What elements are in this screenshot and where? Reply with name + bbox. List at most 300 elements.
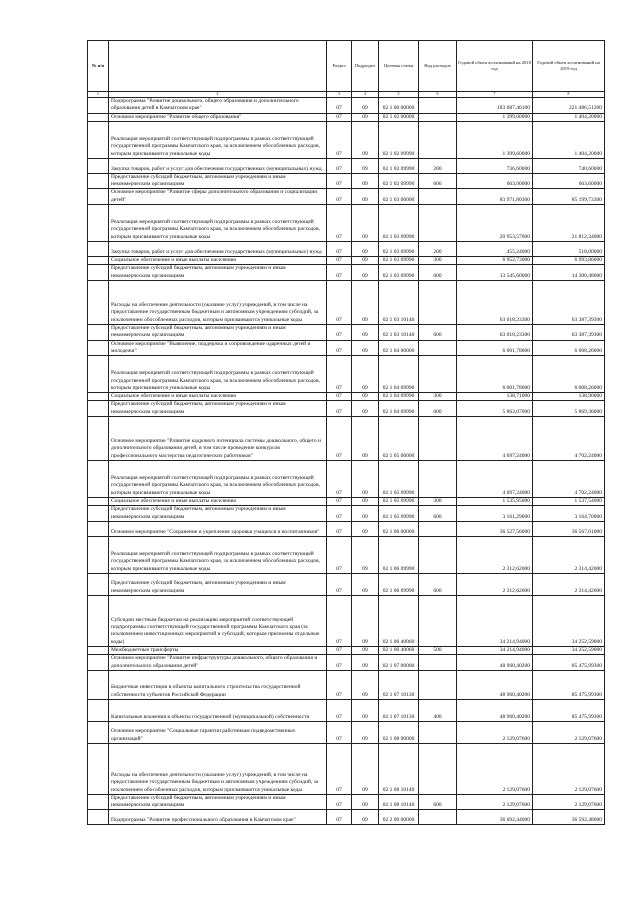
cell-name: Бюджетные инвестиции в объекты капитального строительства государственной собственности субъектов Российской Федерации bbox=[109, 670, 327, 699]
header-2018: Годовой объем ассигнований на 2018 год bbox=[457, 41, 533, 92]
cell-amount-2018: 2 129,07600 bbox=[457, 794, 533, 810]
cell-amount-2018: 48 960,40200 bbox=[457, 699, 533, 721]
cell-amount-2018: 3 161,29000 bbox=[457, 506, 533, 522]
cell-target: 02 1 03 09990 bbox=[379, 242, 419, 257]
cell-name: Основное мероприятие "Выявление, поддержка и сопровождение одаренных детей и молодежи" bbox=[109, 340, 327, 356]
cell-amount-2019: 221 486,51200 bbox=[533, 98, 605, 114]
cell-name: Капитальные вложения в объекты государственной (муниципальной) собственности bbox=[109, 699, 327, 721]
table-row bbox=[88, 113, 605, 121]
table-row bbox=[88, 158, 605, 173]
cell-section: 07 bbox=[327, 257, 352, 265]
cell-amount-2018: 63 018,23300 bbox=[457, 324, 533, 340]
cell-amount-2019: 1 404,20000 bbox=[533, 121, 605, 158]
cell-name: Основное мероприятие "Социальные гарантии работникам подведомственных организаций" bbox=[109, 721, 327, 743]
cell-section: 07 bbox=[327, 158, 352, 173]
cell-amount-2019: 6 008,26000 bbox=[533, 356, 605, 393]
cell-amount-2018: 138,71000 bbox=[457, 393, 533, 401]
cell-no bbox=[88, 461, 109, 498]
cell-amount-2019: 740,60000 bbox=[533, 158, 605, 173]
cell-expense bbox=[419, 595, 457, 646]
cell-expense bbox=[419, 121, 457, 158]
column-number: 8 bbox=[533, 92, 605, 98]
cell-amount-2019: 34 252,59000 bbox=[533, 646, 605, 654]
cell-expense bbox=[419, 810, 457, 825]
cell-name: Субсидии местным бюджетам на реализацию мероприятий соответствующей подпрограммы соответствующей государственной программы Камчатского края (за исключением инвестиционных мероприятий и субсидий, которым присвоены отдельные коды) bbox=[109, 595, 327, 646]
cell-amount-2018: 2 129,07600 bbox=[457, 743, 533, 794]
table-row bbox=[88, 810, 605, 825]
cell-amount-2019: 6 008,26000 bbox=[533, 340, 605, 356]
cell-target: 02 1 05 09990 bbox=[379, 506, 419, 522]
table-row bbox=[88, 356, 605, 393]
cell-target: 02 1 00 00000 bbox=[379, 98, 419, 114]
cell-section: 07 bbox=[327, 98, 352, 114]
cell-expense: 600 bbox=[419, 324, 457, 340]
cell-subsection: 09 bbox=[352, 536, 379, 573]
cell-amount-2019: 85 199,73300 bbox=[533, 189, 605, 205]
cell-amount-2018: 36 527,56000 bbox=[457, 521, 533, 536]
header-expense: Вид расходов bbox=[419, 41, 457, 92]
cell-subsection: 09 bbox=[352, 810, 379, 825]
table-row bbox=[88, 655, 605, 671]
cell-name: Подпрограмма "Развитие профессионального образования в Камчатском крае" bbox=[109, 810, 327, 825]
cell-expense: 600 bbox=[419, 573, 457, 595]
cell-subsection: 09 bbox=[352, 158, 379, 173]
cell-section: 07 bbox=[327, 595, 352, 646]
cell-amount-2019: 14 300,48000 bbox=[533, 265, 605, 281]
cell-amount-2019: 1 537,54000 bbox=[533, 498, 605, 506]
cell-no bbox=[88, 498, 109, 506]
cell-target: 02 1 04 09990 bbox=[379, 401, 419, 417]
table-row bbox=[88, 324, 605, 340]
table-row bbox=[88, 98, 605, 114]
cell-name: Социальное обеспечение и иные выплаты населению bbox=[109, 257, 327, 265]
cell-expense: 500 bbox=[419, 646, 457, 654]
cell-target: 02 1 03 09990 bbox=[379, 205, 419, 242]
cell-target: 02 1 05 00000 bbox=[379, 417, 419, 461]
cell-amount-2019: 2 129,07600 bbox=[533, 794, 605, 810]
cell-target: 02 1 03 10140 bbox=[379, 280, 419, 324]
cell-subsection: 09 bbox=[352, 595, 379, 646]
header-section: Раздел bbox=[327, 41, 352, 92]
cell-section: 07 bbox=[327, 113, 352, 121]
cell-amount-2019: 2 129,07600 bbox=[533, 721, 605, 743]
cell-amount-2019: 4 702,24000 bbox=[533, 461, 605, 498]
cell-name: Расходы на обеспечение деятельности (оказание услуг) учреждений, в том числе на предоставление государственным бюджетным и автономным учреждениям субсидий, за исключением обособленных расходов, которым присваиваются уникальные коды bbox=[109, 743, 327, 794]
cell-amount-2019: 2 129,07600 bbox=[533, 743, 605, 794]
cell-expense: 300 bbox=[419, 393, 457, 401]
cell-expense bbox=[419, 113, 457, 121]
table-row bbox=[88, 401, 605, 417]
cell-no bbox=[88, 743, 109, 794]
cell-section: 07 bbox=[327, 506, 352, 522]
cell-amount-2018: 2 312,62000 bbox=[457, 573, 533, 595]
cell-name: Предоставление субсидий бюджетным, автономным учреждениям и иным некоммерческим организациям bbox=[109, 794, 327, 810]
cell-expense bbox=[419, 417, 457, 461]
cell-amount-2018: 1 399,60000 bbox=[457, 113, 533, 121]
cell-no bbox=[88, 242, 109, 257]
cell-amount-2018: 1 535,95000 bbox=[457, 498, 533, 506]
cell-name: Подпрограмма "Развитие дошкольного, общего образования и дополнительного образования детей в Камчатском крае" bbox=[109, 98, 327, 114]
cell-no bbox=[88, 393, 109, 401]
cell-section: 07 bbox=[327, 324, 352, 340]
cell-no bbox=[88, 356, 109, 393]
cell-amount-2018: 2 312,62000 bbox=[457, 536, 533, 573]
cell-amount-2018: 663,00000 bbox=[457, 173, 533, 189]
cell-expense bbox=[419, 655, 457, 671]
cell-name: Основное мероприятие "Развитие общего образования" bbox=[109, 113, 327, 121]
cell-expense: 600 bbox=[419, 265, 457, 281]
cell-no bbox=[88, 205, 109, 242]
table-row bbox=[88, 257, 605, 265]
cell-target: 02 1 03 00000 bbox=[379, 189, 419, 205]
cell-section: 07 bbox=[327, 189, 352, 205]
cell-name: Реализация мероприятий соответствующей подпрограммы в рамках соответствующей государственной программы Камчатского края, за исключением обособленных расходов, которым присваиваются уникальные коды bbox=[109, 536, 327, 573]
cell-expense bbox=[419, 205, 457, 242]
cell-target: 02 1 05 09990 bbox=[379, 498, 419, 506]
cell-expense bbox=[419, 521, 457, 536]
cell-amount-2019: 518,00000 bbox=[533, 242, 605, 257]
cell-amount-2018: 83 971,80300 bbox=[457, 189, 533, 205]
cell-expense bbox=[419, 461, 457, 498]
cell-no bbox=[88, 810, 109, 825]
cell-amount-2018: 4 697,24000 bbox=[457, 461, 533, 498]
cell-section: 07 bbox=[327, 393, 352, 401]
cell-subsection: 09 bbox=[352, 113, 379, 121]
cell-subsection: 09 bbox=[352, 521, 379, 536]
cell-amount-2018: 1 399,60000 bbox=[457, 121, 533, 158]
cell-section: 07 bbox=[327, 498, 352, 506]
cell-name: Межбюджетные трансферты bbox=[109, 646, 327, 654]
cell-expense bbox=[419, 356, 457, 393]
cell-amount-2018: 34 214,94000 bbox=[457, 646, 533, 654]
cell-no bbox=[88, 699, 109, 721]
cell-subsection: 09 bbox=[352, 205, 379, 242]
cell-section: 07 bbox=[327, 743, 352, 794]
cell-amount-2018: 4 697,24000 bbox=[457, 417, 533, 461]
cell-no bbox=[88, 417, 109, 461]
cell-target: 02 1 08 00000 bbox=[379, 721, 419, 743]
cell-section: 07 bbox=[327, 340, 352, 356]
table-row bbox=[88, 573, 605, 595]
cell-target: 02 1 02 09990 bbox=[379, 173, 419, 189]
cell-amount-2019: 6 993,86000 bbox=[533, 257, 605, 265]
cell-target: 02 1 06 40060 bbox=[379, 595, 419, 646]
table-row bbox=[88, 461, 605, 498]
cell-subsection: 09 bbox=[352, 655, 379, 671]
cell-no bbox=[88, 121, 109, 158]
table-row bbox=[88, 393, 605, 401]
cell-no bbox=[88, 340, 109, 356]
cell-section: 07 bbox=[327, 655, 352, 671]
cell-name: Основное мероприятие "Сохранение и укрепление здоровья учащихся и воспитанников" bbox=[109, 521, 327, 536]
column-number: 1 bbox=[88, 92, 109, 98]
table-row bbox=[88, 794, 605, 810]
cell-target: 02 1 03 09990 bbox=[379, 265, 419, 281]
cell-target: 02 1 08 10140 bbox=[379, 743, 419, 794]
cell-target: 02 2 00 00000 bbox=[379, 810, 419, 825]
table-row bbox=[88, 743, 605, 794]
cell-amount-2018: 736,60000 bbox=[457, 158, 533, 173]
cell-target: 02 1 04 09990 bbox=[379, 393, 419, 401]
cell-expense bbox=[419, 189, 457, 205]
cell-amount-2019: 1 404,20000 bbox=[533, 113, 605, 121]
cell-expense bbox=[419, 670, 457, 699]
cell-target: 02 1 02 09990 bbox=[379, 121, 419, 158]
cell-amount-2018: 34 214,94000 bbox=[457, 595, 533, 646]
cell-subsection: 09 bbox=[352, 98, 379, 114]
cell-no bbox=[88, 655, 109, 671]
cell-no bbox=[88, 113, 109, 121]
cell-expense bbox=[419, 743, 457, 794]
cell-target: 02 1 07 10130 bbox=[379, 699, 419, 721]
cell-no bbox=[88, 595, 109, 646]
cell-section: 07 bbox=[327, 721, 352, 743]
header-target: Целевая статья bbox=[379, 41, 419, 92]
column-number: 2 bbox=[109, 92, 327, 98]
cell-subsection: 09 bbox=[352, 699, 379, 721]
cell-expense: 200 bbox=[419, 158, 457, 173]
cell-amount-2019: 4 702,24000 bbox=[533, 417, 605, 461]
cell-name: Закупка товаров, работ и услуг для обеспечения государственных (муниципальных) нужд bbox=[109, 158, 327, 173]
table-header bbox=[88, 41, 605, 98]
cell-subsection: 09 bbox=[352, 417, 379, 461]
cell-amount-2018: 5 863,07000 bbox=[457, 401, 533, 417]
cell-name: Реализация мероприятий соответствующей подпрограммы в рамках соответствующей государственной программы Камчатского края, за исключением обособленных расходов, которым присваиваются уникальные коды bbox=[109, 205, 327, 242]
cell-subsection: 09 bbox=[352, 340, 379, 356]
cell-subsection: 09 bbox=[352, 189, 379, 205]
cell-expense: 600 bbox=[419, 794, 457, 810]
cell-target: 02 1 06 00000 bbox=[379, 521, 419, 536]
cell-no bbox=[88, 506, 109, 522]
column-number: 3 bbox=[327, 92, 352, 98]
cell-name: Предоставление субсидий бюджетным, автономным учреждениям и иным некоммерческим организациям bbox=[109, 401, 327, 417]
cell-section: 07 bbox=[327, 121, 352, 158]
cell-section: 07 bbox=[327, 401, 352, 417]
table-row bbox=[88, 595, 605, 646]
cell-subsection: 09 bbox=[352, 721, 379, 743]
cell-target: 02 1 07 00000 bbox=[379, 655, 419, 671]
table-row bbox=[88, 280, 605, 324]
table-row bbox=[88, 721, 605, 743]
cell-amount-2019: 85 475,99300 bbox=[533, 655, 605, 671]
cell-amount-2019: 2 314,42000 bbox=[533, 536, 605, 573]
cell-section: 07 bbox=[327, 205, 352, 242]
cell-subsection: 09 bbox=[352, 324, 379, 340]
cell-section: 07 bbox=[327, 536, 352, 573]
cell-target: 02 1 04 00000 bbox=[379, 340, 419, 356]
cell-subsection: 09 bbox=[352, 461, 379, 498]
cell-amount-2018: 20 953,57000 bbox=[457, 205, 533, 242]
cell-section: 07 bbox=[327, 417, 352, 461]
table-row bbox=[88, 670, 605, 699]
column-number: 5 bbox=[379, 92, 419, 98]
cell-amount-2019: 36 592,48000 bbox=[533, 810, 605, 825]
table-row bbox=[88, 340, 605, 356]
cell-name: Предоставление субсидий бюджетным, автономным учреждениям и иным некоммерческим организациям bbox=[109, 265, 327, 281]
cell-amount-2018: 36 692,44000 bbox=[457, 810, 533, 825]
cell-amount-2018: 63 018,23300 bbox=[457, 280, 533, 324]
cell-amount-2018: 6 001,78000 bbox=[457, 340, 533, 356]
table-row bbox=[88, 121, 605, 158]
cell-name: Расходы на обеспечение деятельности (оказание услуг) учреждений, в том числе на предоставление государственным бюджетным и автономным учреждениям субсидий, за исключением обособленных расходов, которым присваиваются уникальные коды bbox=[109, 280, 327, 324]
cell-subsection: 09 bbox=[352, 498, 379, 506]
cell-target: 02 1 02 00000 bbox=[379, 113, 419, 121]
header-no: № п/п bbox=[88, 41, 109, 92]
cell-expense: 300 bbox=[419, 257, 457, 265]
cell-no bbox=[88, 536, 109, 573]
cell-section: 07 bbox=[327, 356, 352, 393]
table-row bbox=[88, 189, 605, 205]
cell-section: 07 bbox=[327, 699, 352, 721]
cell-name: Реализация мероприятий соответствующей подпрограммы в рамках соответствующей государственной программы Камчатского края, за исключением обособленных расходов, которым присваиваются уникальные коды bbox=[109, 121, 327, 158]
cell-section: 07 bbox=[327, 242, 352, 257]
cell-amount-2018: 13 545,60000 bbox=[457, 265, 533, 281]
cell-amount-2018: 183 687,46100 bbox=[457, 98, 533, 114]
cell-subsection: 09 bbox=[352, 356, 379, 393]
cell-subsection: 09 bbox=[352, 646, 379, 654]
cell-section: 07 bbox=[327, 794, 352, 810]
cell-section: 07 bbox=[327, 646, 352, 654]
cell-amount-2019: 663,60000 bbox=[533, 173, 605, 189]
cell-subsection: 09 bbox=[352, 794, 379, 810]
cell-expense bbox=[419, 340, 457, 356]
header-name bbox=[109, 41, 327, 92]
cell-section: 07 bbox=[327, 670, 352, 699]
table-row bbox=[88, 417, 605, 461]
cell-expense: 400 bbox=[419, 699, 457, 721]
table-row bbox=[88, 242, 605, 257]
table-row bbox=[88, 205, 605, 242]
cell-subsection: 09 bbox=[352, 257, 379, 265]
cell-target: 02 1 07 10130 bbox=[379, 670, 419, 699]
cell-subsection: 09 bbox=[352, 242, 379, 257]
cell-amount-2019: 3 164,70000 bbox=[533, 506, 605, 522]
cell-subsection: 09 bbox=[352, 670, 379, 699]
cell-target: 02 1 06 40060 bbox=[379, 646, 419, 654]
cell-target: 02 1 05 09990 bbox=[379, 461, 419, 498]
cell-target: 02 1 03 10140 bbox=[379, 324, 419, 340]
cell-amount-2018: 48 960,40200 bbox=[457, 655, 533, 671]
cell-no bbox=[88, 257, 109, 265]
cell-expense: 300 bbox=[419, 498, 457, 506]
cell-amount-2019: 63 387,39300 bbox=[533, 324, 605, 340]
cell-section: 07 bbox=[327, 173, 352, 189]
table-row bbox=[88, 265, 605, 281]
cell-subsection: 09 bbox=[352, 121, 379, 158]
cell-name: Предоставление субсидий бюджетным, автономным учреждениям и иным некоммерческим организациям bbox=[109, 506, 327, 522]
cell-section: 07 bbox=[327, 280, 352, 324]
cell-no bbox=[88, 670, 109, 699]
cell-subsection: 09 bbox=[352, 280, 379, 324]
cell-target: 02 1 04 09990 bbox=[379, 356, 419, 393]
cell-name: Основное мероприятие "Развитие сферы дополнительного образования и социализации детей" bbox=[109, 189, 327, 205]
cell-subsection: 09 bbox=[352, 401, 379, 417]
cell-target: 02 1 02 09990 bbox=[379, 158, 419, 173]
cell-name: Предоставление субсидий бюджетным, автономным учреждениям и иным некоммерческим организациям bbox=[109, 173, 327, 189]
cell-expense: 600 bbox=[419, 506, 457, 522]
cell-expense: 600 bbox=[419, 173, 457, 189]
cell-name: Реализация мероприятий соответствующей подпрограммы в рамках соответствующей государственной программы Камчатского края, за исключением обособленных расходов, которым присваиваются уникальные коды bbox=[109, 461, 327, 498]
cell-amount-2019: 85 475,99300 bbox=[533, 670, 605, 699]
cell-no bbox=[88, 573, 109, 595]
cell-name: Предоставление субсидий бюджетным, автономным учреждениям и иным некоммерческим организациям bbox=[109, 573, 327, 595]
cell-expense: 600 bbox=[419, 401, 457, 417]
cell-expense bbox=[419, 536, 457, 573]
cell-no bbox=[88, 189, 109, 205]
cell-subsection: 09 bbox=[352, 506, 379, 522]
cell-amount-2018: 455,24000 bbox=[457, 242, 533, 257]
cell-target: 02 1 06 09990 bbox=[379, 573, 419, 595]
column-number: 7 bbox=[457, 92, 533, 98]
column-number: 4 bbox=[352, 92, 379, 98]
cell-no bbox=[88, 646, 109, 654]
cell-no bbox=[88, 98, 109, 114]
cell-subsection: 09 bbox=[352, 573, 379, 595]
cell-no bbox=[88, 324, 109, 340]
cell-name: Основное мероприятие "Развитие инфраструктуры дошкольного, общего образования и дополнительного образования детей" bbox=[109, 655, 327, 671]
cell-section: 07 bbox=[327, 810, 352, 825]
cell-section: 07 bbox=[327, 521, 352, 536]
cell-subsection: 09 bbox=[352, 393, 379, 401]
header-2019: Годовой объем ассигнований на 2019 год bbox=[533, 41, 605, 92]
header-subsection: Подраздел bbox=[352, 41, 379, 92]
cell-name: Реализация мероприятий соответствующей подпрограммы в рамках соответствующей государственной программы Камчатского края, за исключением обособленных расходов, которым присваиваются уникальные коды bbox=[109, 356, 327, 393]
cell-subsection: 09 bbox=[352, 173, 379, 189]
table-row bbox=[88, 498, 605, 506]
cell-amount-2019: 21 812,34000 bbox=[533, 205, 605, 242]
cell-amount-2019: 85 475,99300 bbox=[533, 699, 605, 721]
cell-expense bbox=[419, 280, 457, 324]
cell-section: 07 bbox=[327, 573, 352, 595]
cell-target: 02 1 06 09990 bbox=[379, 536, 419, 573]
table-row bbox=[88, 506, 605, 522]
cell-amount-2018: 6 952,73000 bbox=[457, 257, 533, 265]
budget-table bbox=[87, 40, 605, 825]
cell-name: Социальное обеспечение и иные выплаты населению bbox=[109, 393, 327, 401]
table-row bbox=[88, 699, 605, 721]
cell-no bbox=[88, 401, 109, 417]
cell-no bbox=[88, 280, 109, 324]
cell-name: Закупка товаров, работ и услуг для обеспечения государственных (муниципальных) нужд bbox=[109, 242, 327, 257]
cell-no bbox=[88, 794, 109, 810]
table-row bbox=[88, 536, 605, 573]
cell-expense bbox=[419, 721, 457, 743]
cell-no bbox=[88, 173, 109, 189]
cell-amount-2019: 34 252,59000 bbox=[533, 595, 605, 646]
table-row bbox=[88, 173, 605, 189]
cell-amount-2018: 6 001,78000 bbox=[457, 356, 533, 393]
cell-subsection: 09 bbox=[352, 265, 379, 281]
cell-amount-2018: 2 129,07600 bbox=[457, 721, 533, 743]
cell-target: 02 1 08 10140 bbox=[379, 794, 419, 810]
table-body bbox=[88, 98, 605, 825]
cell-no bbox=[88, 721, 109, 743]
cell-amount-2019: 5 869,36000 bbox=[533, 401, 605, 417]
cell-amount-2019: 2 314,42000 bbox=[533, 573, 605, 595]
cell-no bbox=[88, 158, 109, 173]
cell-section: 07 bbox=[327, 461, 352, 498]
cell-amount-2019: 138,90000 bbox=[533, 393, 605, 401]
cell-subsection: 09 bbox=[352, 743, 379, 794]
cell-amount-2019: 36 567,01000 bbox=[533, 521, 605, 536]
cell-name: Основное мероприятие "Развитие кадрового потенциала системы дошкольного, общего и дополнительного образования детей, в том числе проведение конкурсов профессионального мастерства педагогических работников" bbox=[109, 417, 327, 461]
cell-section: 07 bbox=[327, 265, 352, 281]
cell-amount-2019: 63 387,39300 bbox=[533, 280, 605, 324]
cell-no bbox=[88, 265, 109, 281]
cell-amount-2018: 48 960,40200 bbox=[457, 670, 533, 699]
cell-expense bbox=[419, 98, 457, 114]
cell-target: 02 1 03 09990 bbox=[379, 257, 419, 265]
